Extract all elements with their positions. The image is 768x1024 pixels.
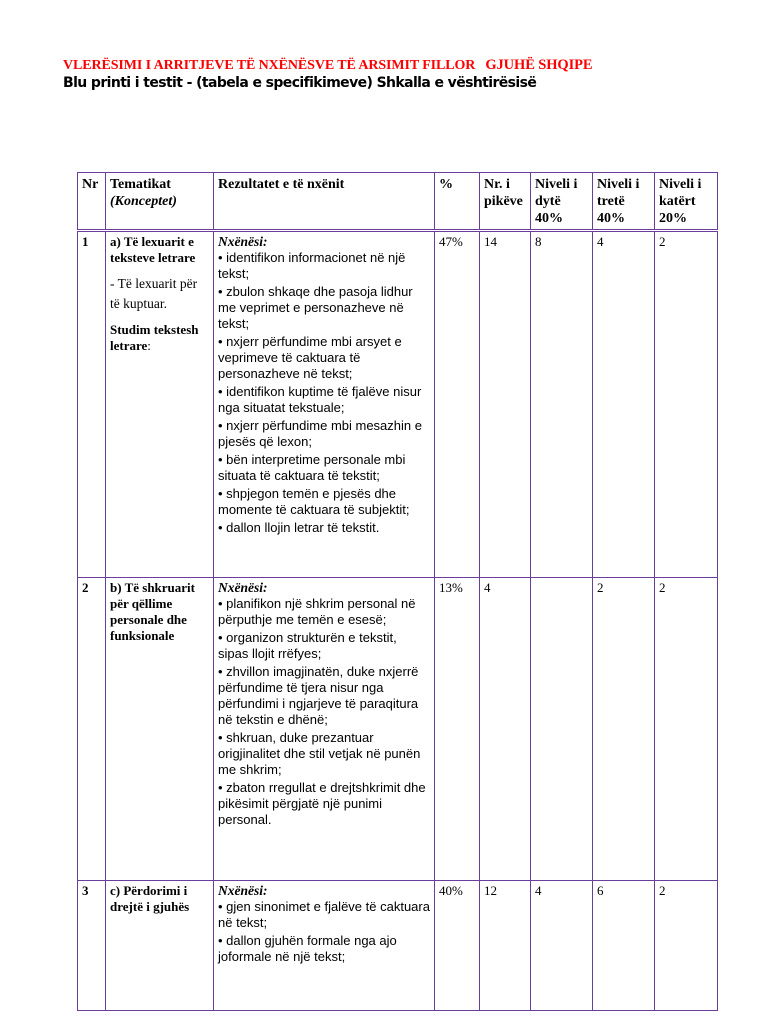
specification-table <box>77 172 718 1011</box>
row-niveli-3: 2 <box>593 578 655 881</box>
title-text: VLERËSIMI I ARRITJEVE TË NXËNËSVE TË ARSIMIT FILLOR <box>63 58 476 73</box>
header-piket: Nr. i pikëve <box>480 173 531 231</box>
results-lead: Nxënësi: <box>218 234 268 249</box>
list-item: • zhvillon imagjinatën, duke nxjerrë përfundime të tjera nisur nga përfundimi i ngjarjeve të paraqitura në tekstin e dhënë; <box>218 664 430 728</box>
row-nr: 1 <box>78 231 106 578</box>
table-row <box>78 881 718 1011</box>
row-niveli-4: 2 <box>655 231 718 578</box>
header-percent: % <box>435 173 480 231</box>
list-item: • nxjerr përfundime mbi mesazhin e pjesës që lexon; <box>218 418 430 450</box>
row-nr: 3 <box>78 881 106 1011</box>
list-item: • zbaton rregullat e drejtshkrimit dhe pikësimit përgjatë një punimi personal. <box>218 780 430 828</box>
row-percent: 40% <box>435 881 480 1011</box>
row-tematika <box>106 231 214 578</box>
row-results <box>214 881 435 1011</box>
row-percent: 13% <box>435 578 480 881</box>
header-niveli-3: Niveli i tretë 40% <box>593 173 655 231</box>
row-percent: 47% <box>435 231 480 578</box>
header-tematikat <box>106 173 214 231</box>
list-item: • organizon strukturën e tekstit, sipas llojit rrëfyes; <box>218 630 430 662</box>
results-list <box>218 250 430 536</box>
row-niveli-4: 2 <box>655 881 718 1011</box>
row-tematika <box>106 578 214 881</box>
list-item: • planifikon një shkrim personal në përputhje me temën e esesë; <box>218 596 430 628</box>
list-item: • shkruan, duke prezantuar origjinalitet dhe stil vetjak në punën me shkrim; <box>218 730 430 778</box>
header-tematikat-label: Tematikat <box>110 177 171 192</box>
list-item: • gjen sinonimet e fjalëve të caktuara në tekst; <box>218 899 430 931</box>
results-list <box>218 899 430 965</box>
tematika-study <box>110 322 209 354</box>
results-lead: Nxënësi: <box>218 580 268 595</box>
table-header-row <box>78 173 718 231</box>
row-niveli-3: 4 <box>593 231 655 578</box>
tematika-title: c) Përdorimi i drejtë i gjuhës <box>110 883 190 914</box>
row-niveli-4: 2 <box>655 578 718 881</box>
list-item: • shpjegon temën e pjesës dhe momente të caktuara të subjektit; <box>218 486 430 518</box>
list-item: • dallon llojin letrar të tekstit. <box>218 520 430 536</box>
row-results <box>214 578 435 881</box>
results-list <box>218 596 430 828</box>
row-results <box>214 231 435 578</box>
table-row <box>78 231 718 578</box>
table-row <box>78 578 718 881</box>
row-niveli-3: 6 <box>593 881 655 1011</box>
header-niveli-2: Niveli i dytë 40% <box>531 173 593 231</box>
header-konceptet-label: (Konceptet) <box>110 194 177 209</box>
list-item: • bën interpretime personale mbi situata të caktuara të tekstit; <box>218 452 430 484</box>
tematika-title: b) Të shkruarit për qëllime personale dhe funksionale <box>110 580 195 643</box>
results-lead: Nxënësi: <box>218 883 268 898</box>
row-niveli-2 <box>531 578 593 881</box>
row-points: 14 <box>480 231 531 578</box>
tematika-study-label: Studim tekstesh letrare <box>110 322 199 353</box>
row-niveli-2: 4 <box>531 881 593 1011</box>
header-niveli-4: Niveli i katërt 20% <box>655 173 718 231</box>
tematika-study-colon: : <box>147 338 151 353</box>
subject-text: GJUHË SHQIPE <box>485 57 593 73</box>
tematika-subtopic: - Të lexuarit për të kuptuar. <box>110 276 198 311</box>
header-nr: Nr <box>78 173 106 231</box>
list-item: • nxjerr përfundime mbi arsyet e veprimeve të caktuara të personazheve në tekst; <box>218 334 430 382</box>
row-nr: 2 <box>78 578 106 881</box>
list-item: • dallon gjuhën formale nga ajo joformale në një tekst; <box>218 933 430 965</box>
tematika-title: a) Të lexuarit e teksteve letrare <box>110 234 196 265</box>
row-points: 4 <box>480 578 531 881</box>
list-item: • identifikon kuptime të fjalëve nisur nga situatat tekstuale; <box>218 384 430 416</box>
document-subtitle: Blu printi i testit - (tabela e specifikimeve) Shkalla e vështirësisë <box>63 75 537 91</box>
row-tematika <box>106 881 214 1011</box>
header-rezultatet: Rezultatet e të nxënit <box>214 173 435 231</box>
list-item: • zbulon shkaqe dhe pasoja lidhur me veprimet e personazheve në tekst; <box>218 284 430 332</box>
row-niveli-2: 8 <box>531 231 593 578</box>
list-item: • identifikon informacionet në një tekst; <box>218 250 430 282</box>
row-points: 12 <box>480 881 531 1011</box>
document-title <box>63 57 592 74</box>
